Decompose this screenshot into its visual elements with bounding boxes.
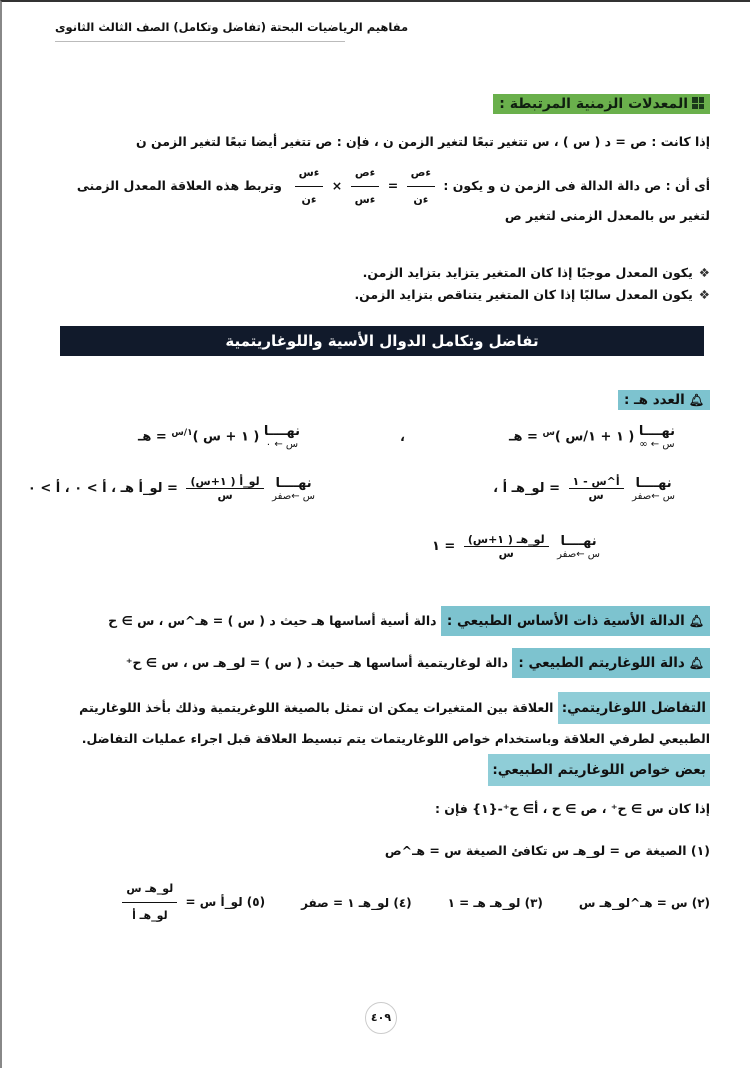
property-5-label: (٥) لو_أ س = (185, 895, 266, 909)
formula-e-limit-infinity (509, 424, 675, 450)
frac-num: ءص (407, 160, 435, 187)
fraction (186, 475, 263, 502)
bell-icon: 🔔︎ (688, 614, 704, 628)
related-rates-heading (493, 94, 710, 114)
property-4: (٤) لو_هـ ١ = صفر (301, 895, 412, 910)
property-5-fraction (122, 876, 177, 929)
page-number: ٤٠٩ (365, 1002, 397, 1034)
limit-sub: س ←صفر (272, 490, 315, 502)
bell-icon: 🔔︎ (688, 393, 704, 407)
rhs: = هـ (509, 429, 538, 445)
log-diff-label: التفاضل اللوغاريتمي: (558, 692, 710, 724)
properties-heading: بعض خواص اللوغاريتم الطبيعي: (488, 754, 710, 786)
property-2: (٢) س = هـ^لو_هـ س (578, 895, 710, 910)
frac-den: س (588, 489, 604, 502)
bullet-item (55, 284, 710, 306)
log-differentiation (55, 692, 710, 786)
log-diff-line1 (55, 692, 710, 724)
related-rates-heading-row (55, 93, 710, 114)
log-function-def (55, 648, 710, 678)
number-e-heading (618, 390, 710, 410)
frac-den: ءن (301, 193, 317, 206)
power: ١/س (171, 428, 193, 439)
formula-log-a (28, 475, 315, 502)
frac-num: لو_هـ ( ١+س) (464, 533, 549, 547)
limit-word: نهــــا (275, 475, 312, 491)
property-1: (١) الصيغة ص = لو_هـ س تكافئ الصيغة س = هـ^ص (384, 843, 710, 858)
exp-function-def (55, 606, 710, 636)
comma: ، (400, 430, 405, 445)
properties-row (55, 876, 710, 929)
limit-word: نهــــا (560, 533, 597, 549)
limit-word: نهــــا (635, 475, 672, 491)
limit-sub: س ←صفر (557, 548, 600, 560)
rhs: = لو_أ هـ ، أ > ٠ ، أ > ٠ (27, 481, 178, 496)
limit-sub: س ←صفر (632, 490, 675, 502)
frac-num: ءص (351, 160, 379, 187)
frac-den: لو_هـ أ (132, 909, 168, 922)
frac-den: س (498, 547, 514, 560)
limit-word: نهــــا (263, 424, 300, 439)
formula-a-power (493, 475, 675, 502)
header-rule (55, 41, 345, 42)
rate-bullets (55, 262, 710, 306)
number-e-heading-text: العدد هـ : (623, 392, 685, 408)
formula-e-limit-zero (138, 424, 300, 450)
formula-ln (432, 533, 600, 560)
related-rates-heading-text: المعدلات الزمنية المرتبطة : (499, 96, 688, 112)
rhs: = لو_هـ أ (502, 481, 560, 496)
bullet-text: يكون المعدل سالبًا إذا كان المتغير يتناقص بتزايد الزمن. (354, 287, 693, 302)
limit-sub: س ← ∞ (639, 439, 675, 450)
bell-icon: 🔔︎ (688, 656, 704, 670)
fraction (569, 475, 624, 502)
limit (557, 534, 600, 560)
log-diff-text2: الطبيعي لطرفي العلاقة وباستخدام خواص اللوغاريتمات يتم تبسيط العلاقة قبل اجراء عمليات التفاضل. (81, 731, 710, 746)
line2-prefix: أى أن : ص دالة الدالة فى الزمن ن و يكون : (443, 178, 710, 193)
running-header: مفاهيم الرياضيات البحتة (تفاضل وتكامل) الصف الثالث الثانوى (55, 20, 409, 34)
limit (632, 476, 675, 502)
exp-function-label (441, 606, 710, 636)
rhs: = ١ (431, 539, 456, 554)
related-rates-line3: لتغير س بالمعدل الزمنى لتغير ص (504, 208, 710, 223)
diamond-bullet-icon: ❖ (698, 287, 710, 302)
exp-function-text: دالة أسية أساسها هـ حيث د ( س ) = هـ^س ، س ∋ ح (108, 613, 437, 628)
property-5 (118, 876, 265, 929)
log-function-label-text: دالة اللوغاريتم الطبيعي : (518, 655, 685, 671)
expr: ( ١ + س ) (192, 429, 260, 445)
property-3: (٣) لو_هـ هـ = ١ (447, 895, 543, 910)
expr: ( ١ + ١/س ) (554, 429, 635, 445)
grid-icon (692, 97, 704, 109)
properties-condition: إذا كان س ∋ ح⁺ ، ص ∋ ح ، أ∋ ح⁺-{١} فإن : (434, 801, 710, 816)
fraction (464, 533, 549, 560)
comma: ، (493, 481, 499, 496)
frac-num: ءس (295, 160, 324, 187)
frac-num: لو_أ ( ١+س) (186, 475, 263, 489)
limit (264, 424, 300, 450)
number-e-heading-row (55, 389, 710, 410)
diamond-bullet-icon: ❖ (698, 265, 710, 280)
frac-den: ءس (354, 193, 376, 206)
limit-sub: س ← ٠ (265, 439, 299, 450)
limit-word: نهــــا (638, 424, 675, 439)
log-function-text: دالة لوغاريتمية أساسها هـ حيث د ( س ) = لو_هـ س ، س ∋ ح⁺ (125, 655, 509, 670)
properties-heading-row (55, 754, 710, 786)
bullet-text: يكون المعدل موجبًا إذا كان المتغير يتزايد بتزايد الزمن. (362, 265, 693, 280)
times-sign: × (331, 178, 343, 193)
frac-den: ءن (413, 193, 429, 206)
power: س (542, 428, 555, 439)
related-rates-line1: إذا كانت : ص = د ( س ) ، س تتغير تبعًا لتغير الزمن ن ، فإن : ص تتغير أيضا تبعًا لتغير الزمن ن (136, 134, 710, 149)
log-diff-text1: العلاقة بين المتغيرات يمكن ان تمثل بالصيغة اللوغريتمية وذلك بأخذ اللوغاريتم (79, 700, 554, 715)
section-banner: تفاضل وتكامل الدوال الأسية واللوغاريتمية (60, 326, 704, 356)
bullet-item (55, 262, 710, 284)
rhs: = هـ (137, 429, 167, 445)
frac-num: أ^س - ١ (569, 475, 624, 489)
frac-den: س (217, 489, 233, 502)
limit (639, 424, 675, 450)
log-function-label (512, 648, 710, 678)
line2-suffix: وتربط هذه العلاقة المعدل الزمنى (76, 178, 282, 193)
exp-function-label-text: الدالة الأسية ذات الأساس الطبيعي : (446, 613, 685, 629)
frac-num: لو_هـ س (122, 876, 177, 903)
equals-sign: = (387, 178, 399, 193)
limit (272, 476, 315, 502)
